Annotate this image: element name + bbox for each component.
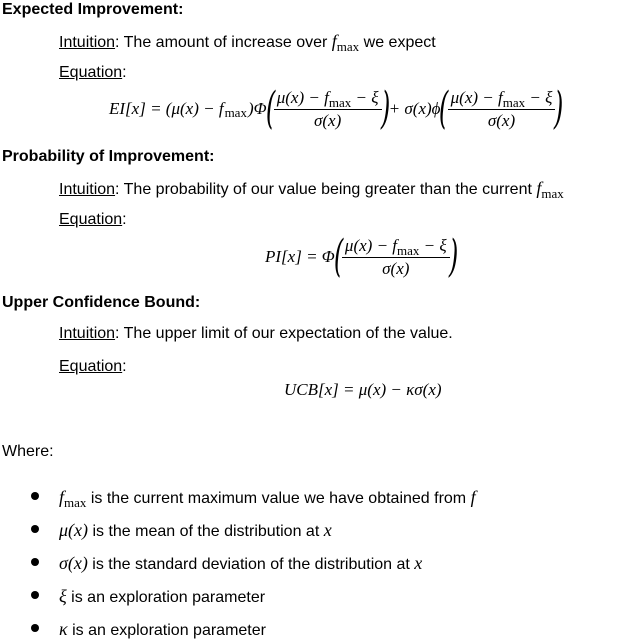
pi-intuition-text: The probability of our value being greater than the current — [123, 181, 532, 198]
ei-f-sub: max — [336, 39, 360, 54]
pi-frac-den: σ(x) — [382, 259, 410, 278]
pi-frac-num: μ(x) − f — [344, 236, 398, 255]
ei-intuition-tail: we expect — [363, 34, 436, 51]
ei-eq-paren2-open: ( — [439, 83, 449, 134]
ei-equation-label: Equation — [59, 64, 123, 81]
pi-eq-fraction: $\frac{\mu(x) - f_{max} - \xi}{\sigma(x)}$ — [342, 236, 450, 278]
bullet-dot-4 — [31, 591, 39, 599]
ei-intuition: Intuition: The amount of increase over $f_{max}$ we expect — [59, 31, 436, 54]
bullet-1-text: is the current maximum value we have obtained from — [86, 490, 471, 507]
ucb-intuition-label: Intuition — [59, 325, 116, 342]
bullet-4-text: is an exploration parameter — [66, 589, 266, 606]
ei-intuition-text: The amount of increase over — [123, 34, 328, 51]
bullet-2-text: is the mean of the distribution at — [88, 523, 324, 540]
ei-heading: Expected Improvement: — [2, 1, 184, 18]
pi-f-symbol: f — [536, 178, 542, 198]
pi-equation — [264, 232, 456, 282]
ei-eq-lhs: EI[x] = (μ(x) − f — [109, 99, 224, 118]
ucb-title: Upper Confidence Bound — [2, 294, 195, 311]
ei-eq-lhs-close: )Φ — [247, 99, 267, 118]
ucb-intuition: Intuition: The upper limit of our expectation of the value. — [59, 325, 453, 342]
ei-eq-fraction-1: $\frac{\mu(x) - f_{max} - \xi}{\sigma(x)}$ — [274, 88, 382, 130]
ucb-heading: Upper Confidence Bound: — [2, 294, 201, 311]
ei-f-symbol: f — [331, 31, 337, 51]
where-label: Where: — [2, 443, 54, 460]
bullet-item-3: σ(x) is the standard deviation of the distribution at x — [59, 553, 423, 573]
bullet-item-5 — [59, 619, 266, 641]
pi-eq-paren-close: ) — [448, 231, 458, 282]
ucb-equation-label: Equation — [59, 358, 123, 375]
ei-equation-heading: Equation: — [59, 64, 127, 81]
pi-intuition: Intuition: The probability of our value being greater than the current $f_{max}$ — [59, 178, 564, 201]
ei-eq-fraction-2: $\frac{\mu(x) - f_{max} - \xi}{\sigma(x)}$ — [448, 88, 556, 130]
bullet-dot-5 — [31, 624, 39, 632]
bullet-1-symbol: f — [59, 487, 65, 507]
pi-heading: Probability of Improvement: — [2, 148, 215, 165]
ucb-intuition-text: The upper limit of our expectation of the value. — [123, 325, 453, 342]
pi-equation-heading: Equation: — [59, 211, 127, 228]
ei-frac2-den: σ(x) — [487, 111, 516, 130]
bullet-2-symbol: μ(x) — [59, 520, 89, 540]
ucb-equation-heading: Equation: — [59, 358, 127, 375]
bullet-item-4 — [59, 586, 265, 608]
ei-eq-mid: + σ(x)ϕ — [388, 99, 441, 118]
pi-eq-paren-open: ( — [333, 231, 344, 282]
bullet-5-symbol: κ — [59, 619, 68, 639]
ei-frac1-num: μ(x) − f — [276, 88, 329, 107]
bullet-4-symbol: ξ — [59, 586, 67, 606]
ei-eq-paren-open: ( — [265, 83, 275, 134]
bullet-dot-3 — [31, 558, 39, 566]
pi-equation-label: Equation — [59, 211, 123, 228]
ucb-equation: UCB[x] = μ(x) − κσ(x) — [284, 380, 442, 399]
ei-frac1-den: σ(x) — [313, 111, 342, 130]
bullet-3-symbol: σ(x) — [59, 553, 88, 573]
ei-intuition-label: Intuition — [59, 34, 116, 51]
bullet-item-2: μ(x) is the mean of the distribution at x — [59, 520, 332, 540]
bullet-dot-1 — [31, 492, 39, 500]
ei-eq-paren2-close: ) — [554, 83, 564, 134]
bullet-item-1: $f_{max}$ is the current maximum value we have obtained from f — [59, 487, 476, 510]
pi-title: Probability of Improvement — [2, 148, 210, 165]
ei-title: Expected Improvement — [2, 1, 179, 18]
pi-f-sub: max — [541, 186, 564, 201]
ei-equation — [108, 84, 562, 134]
pi-intuition-label: Intuition — [59, 181, 116, 198]
pi-eq-lhs: PI[x] = Φ — [265, 247, 335, 266]
bullet-dot-2 — [31, 525, 39, 533]
bullet-5-text: is an exploration parameter — [67, 622, 266, 639]
bullet-3-text: is the standard deviation of the distribution at — [87, 556, 415, 573]
ei-eq-lhs-sub: max — [224, 105, 247, 120]
ei-eq-paren-close: ) — [380, 83, 390, 134]
ei-frac2-num: μ(x) − f — [450, 88, 503, 107]
